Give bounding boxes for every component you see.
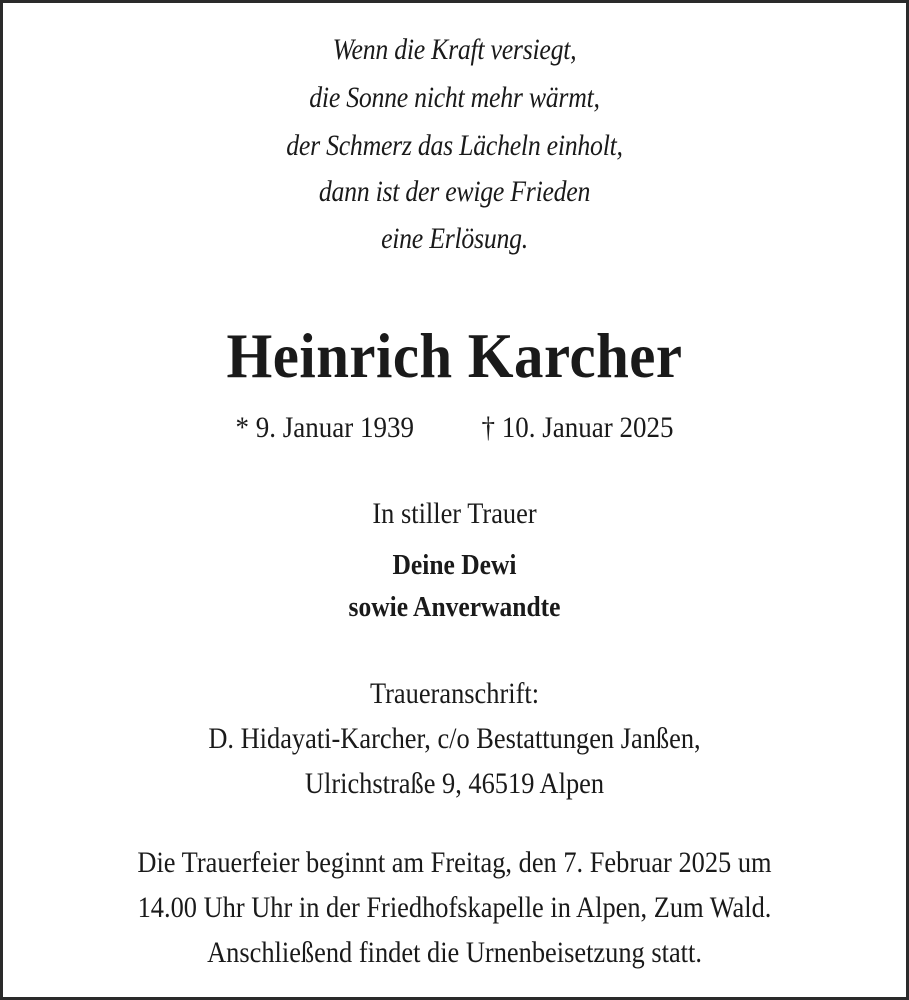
poem-line: die Sonne nicht mehr wärmt,	[309, 81, 600, 114]
mourner-name: sowie Anverwandte	[348, 591, 561, 623]
address-label: Traueranschrift:	[369, 677, 540, 710]
life-dates	[48, 411, 861, 445]
address-line: D. Hidayati-Karcher, c/o Bestattungen Janßen,	[208, 722, 701, 755]
ceremony-line: Anschließend findet die Urnenbeisetzung statt.	[207, 936, 702, 969]
mourning-intro: In stiller Trauer	[372, 497, 537, 530]
deceased-name: Heinrich Karcher	[226, 320, 683, 391]
death-date: 10. Januar 2025	[501, 411, 674, 444]
ceremony-line: Die Trauerfeier beginnt am Freitag, den 7. Februar 2025 um	[137, 846, 772, 879]
death-cross-icon: †	[481, 411, 495, 444]
ceremony-line: 14.00 Uhr Uhr in der Friedhofskapelle in Alpen, Zum Wald.	[137, 891, 772, 924]
mourner-name: Deine Dewi	[392, 549, 517, 581]
poem-line: eine Erlösung.	[381, 222, 528, 255]
poem-line: dann ist der ewige Frieden	[318, 175, 591, 208]
birth-star-icon: *	[235, 411, 250, 444]
poem-line: der Schmerz das Lächeln einholt,	[286, 129, 623, 162]
birth-date: 9. Januar 1939	[255, 411, 414, 444]
address-line: Ulrichstraße 9, 46519 Alpen	[304, 767, 605, 800]
poem-line: Wenn die Kraft versiegt,	[332, 33, 577, 66]
